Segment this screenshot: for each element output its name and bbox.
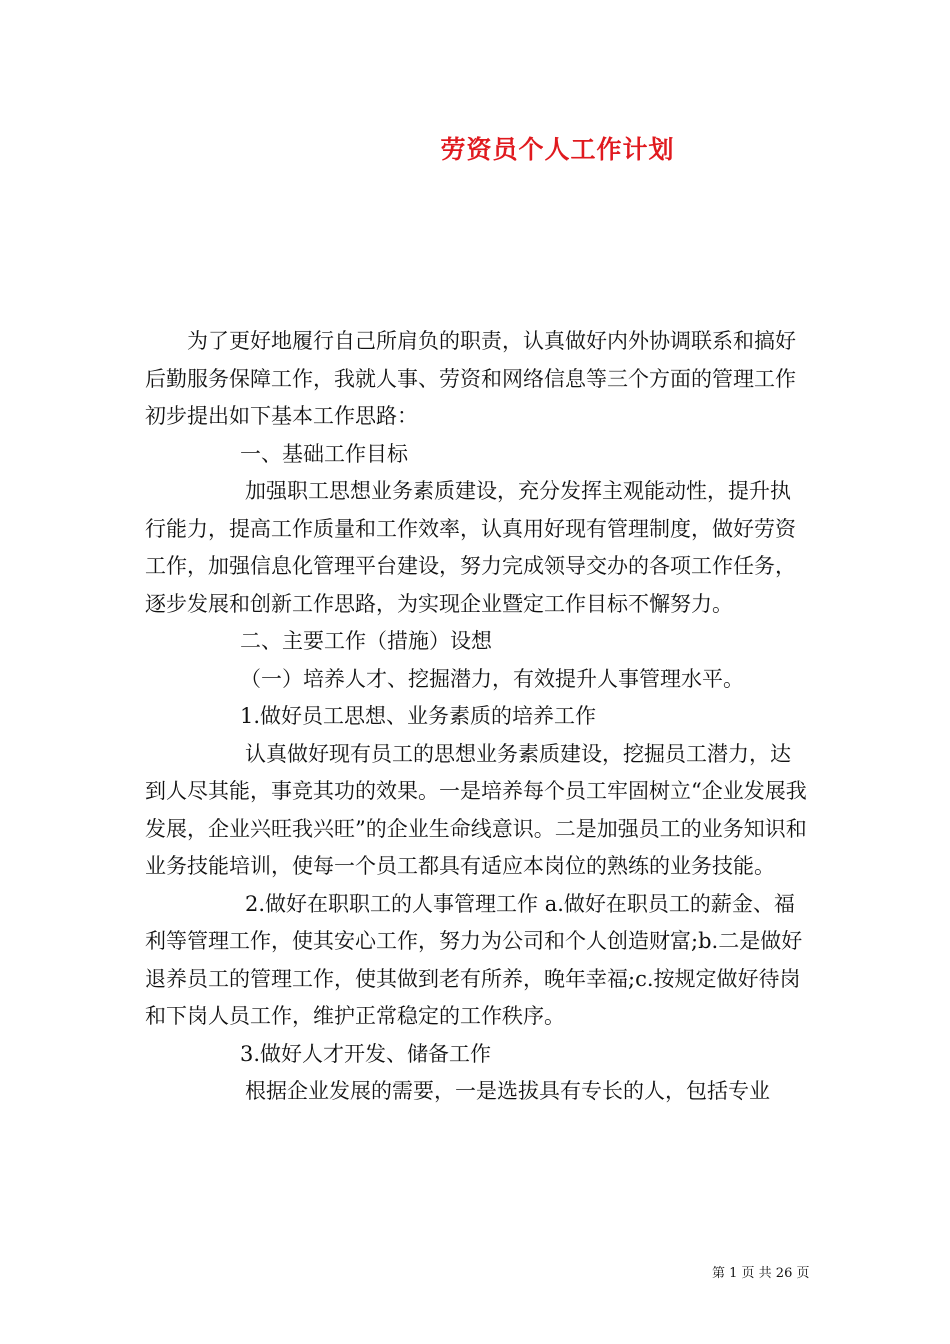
item-3-heading: 3.做好人才开发、储备工作 (240, 1041, 492, 1066)
document-body (145, 323, 810, 1111)
item-1-paragraph: 认真做好现有员工的思想业务素质建设，挖掘员工潜力，达到人尽其能，事竞其功的效果。一是培养每个员工牢固树立“企业发展我发展，企业兴旺我兴旺”的企业生命线意识。二是加强员工的业务知识和业务技能培训，使每一个员工都具有适应本岗位的熟练的业务技能。 (145, 741, 807, 878)
subheading-talent: （一）培养人才、挖掘潜力，有效提升人事管理水平。 (240, 666, 744, 691)
paragraph-intro: 为了更好地履行自己所肩负的职责，认真做好内外协调联系和搞好后勤服务保障工作，我就人事、劳资和网络信息等三个方面的管理工作初步提出如下基本工作思路： (145, 329, 796, 428)
item-2-paragraph: 2.做好在职职工的人事管理工作 a.做好在职员工的薪金、福利等管理工作，使其安心工作，努力为公司和个人创造财富;b.二是做好退养员工的管理工作，使其做到老有所养，晚年幸福;c.按规定做好待岗和下岗人员工作，维护正常稳定的工作秩序。 (145, 891, 803, 1028)
page-number-footer: 第 1 页 共 26 页 (712, 1266, 810, 1281)
paragraph-basic-goal: 加强职工思想业务素质建设，充分发挥主观能动性，提升执行能力，提高工作质量和工作效率，认真用好现有管理制度，做好劳资工作，加强信息化管理平台建设，努力完成领导交办的各项工作任务，逐步发展和创新工作思路，为实现企业暨定工作目标不懈努力。 (145, 479, 796, 616)
item-1-heading: 1.做好员工思想、业务素质的培养工作 (240, 704, 597, 728)
item-3-paragraph: 根据企业发展的需要，一是选拔具有专长的人，包括专业 (245, 1079, 770, 1103)
document-title: 劳资员个人工作计划 (440, 135, 675, 164)
heading-basic-goal: 一、基础工作目标 (240, 441, 408, 466)
heading-main-work: 二、主要工作（措施）设想 (240, 629, 492, 653)
